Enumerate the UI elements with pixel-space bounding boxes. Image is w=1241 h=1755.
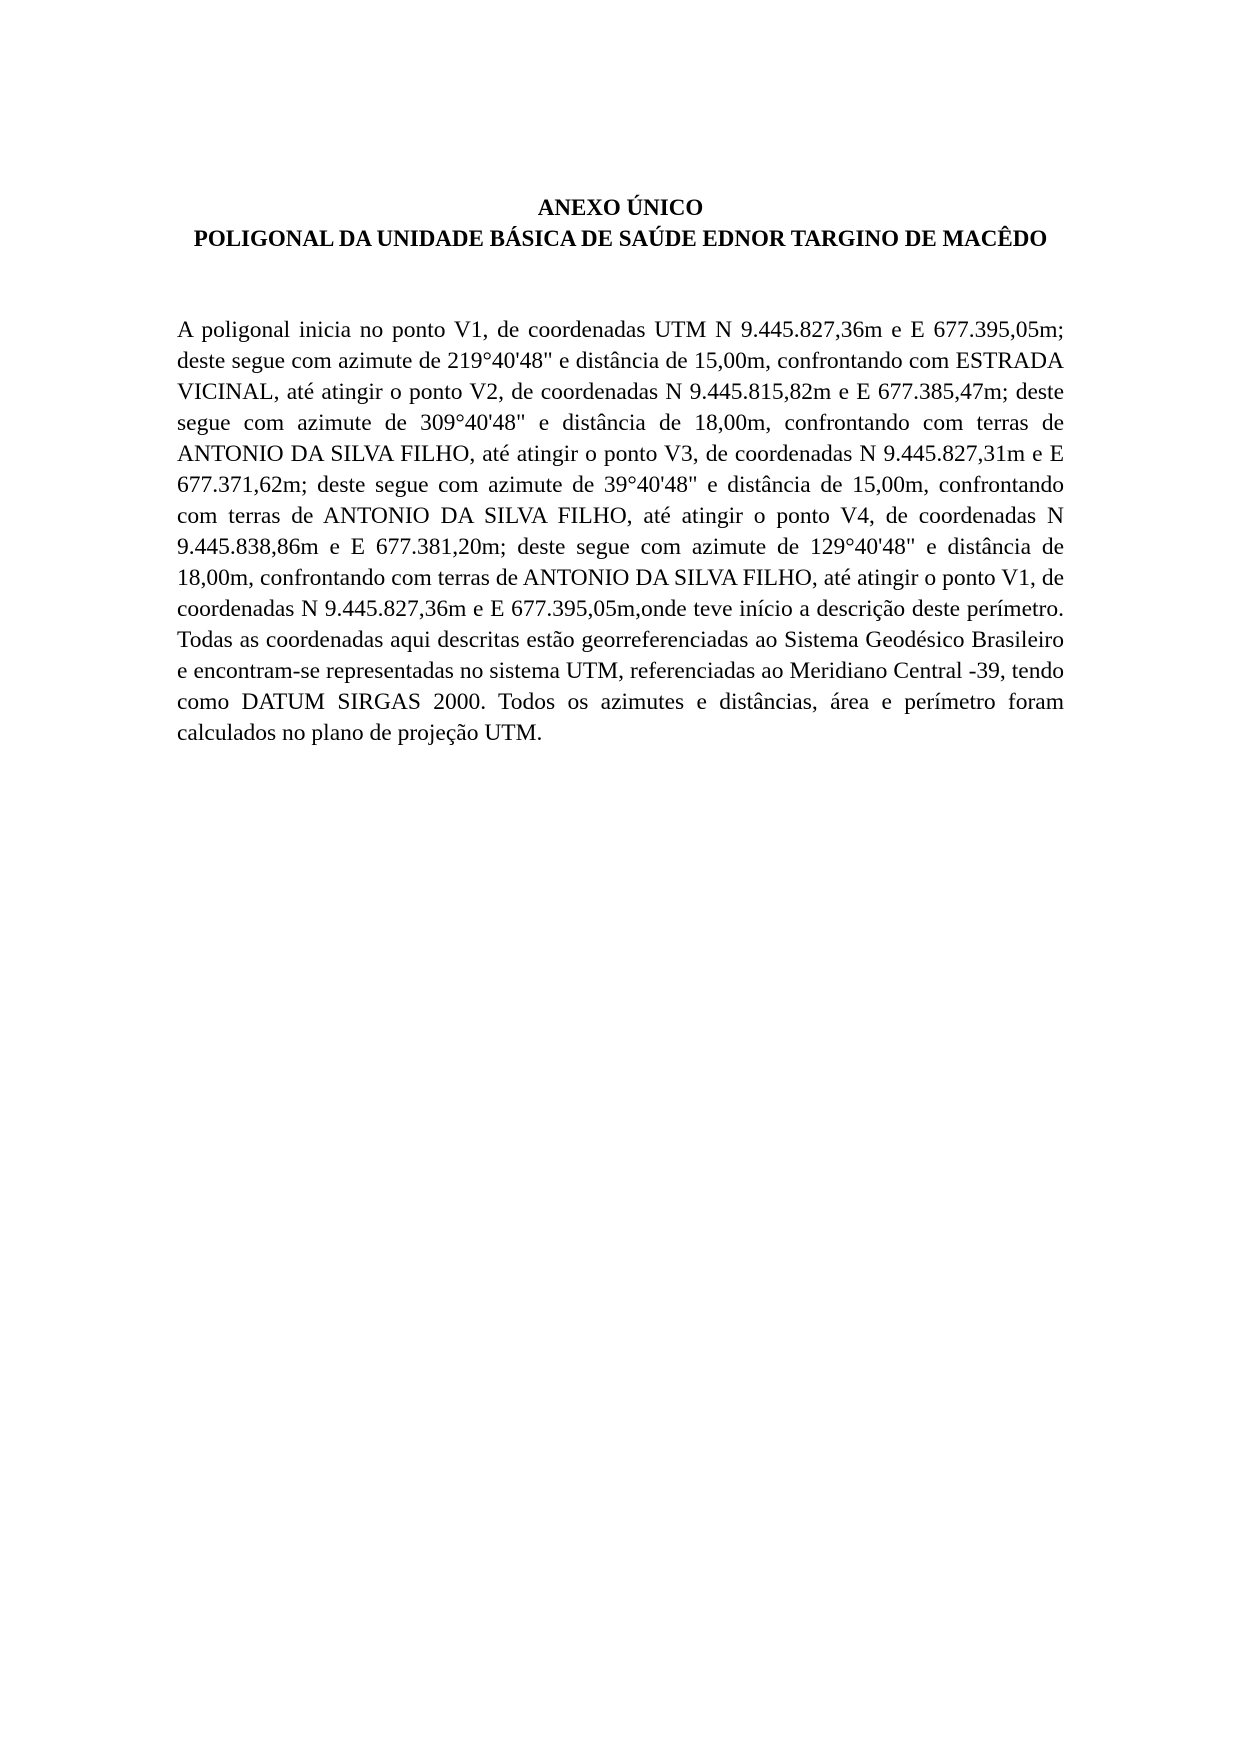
document-subtitle: POLIGONAL DA UNIDADE BÁSICA DE SAÚDE EDNOR TARGINO DE MACÊDO: [193, 226, 1048, 251]
body-paragraph: A poligonal inicia no ponto V1, de coordenadas UTM N 9.445.827,36m e E 677.395,05m; deste segue com azimute de 219°40'48" e distância de 15,00m, confrontando com ESTRADA VICINAL, até atingir o ponto V2, de coordenadas N 9.445.815,82m e E 677.385,47m; deste segue com azimute de 309°40'48" e distância de 18,00m, confrontando com terras de ANTONIO DA SILVA FILHO, até atingir o ponto V3, de coordenadas N 9.445.827,31m e E 677.371,62m; deste segue com azimute de 39°40'48" e distância de 15,00m, confrontando com terras de ANTONIO DA SILVA FILHO, até atingir o ponto V4, de coordenadas N 9.445.838,86m e E 677.381,20m; deste segue com azimute de 129°40'48" e distância de 18,00m, confrontando com terras de ANTONIO DA SILVA FILHO, até atingir o ponto V1, de coordenadas N 9.445.827,36m e E 677.395,05m,onde teve início a descrição deste perímetro. Todas as coordenadas aqui descritas estão georreferenciadas ao Sistema Geodésico Brasileiro e encontram-se representadas no sistema UTM, referenciadas ao Meridiano Central -39, tendo como DATUM SIRGAS 2000. Todos os azimutes e distâncias, área e perímetro foram calculados no plano de projeção UTM.: [177, 317, 1064, 746]
document-title: ANEXO ÚNICO: [537, 195, 704, 220]
document-heading: [177, 192, 1064, 254]
